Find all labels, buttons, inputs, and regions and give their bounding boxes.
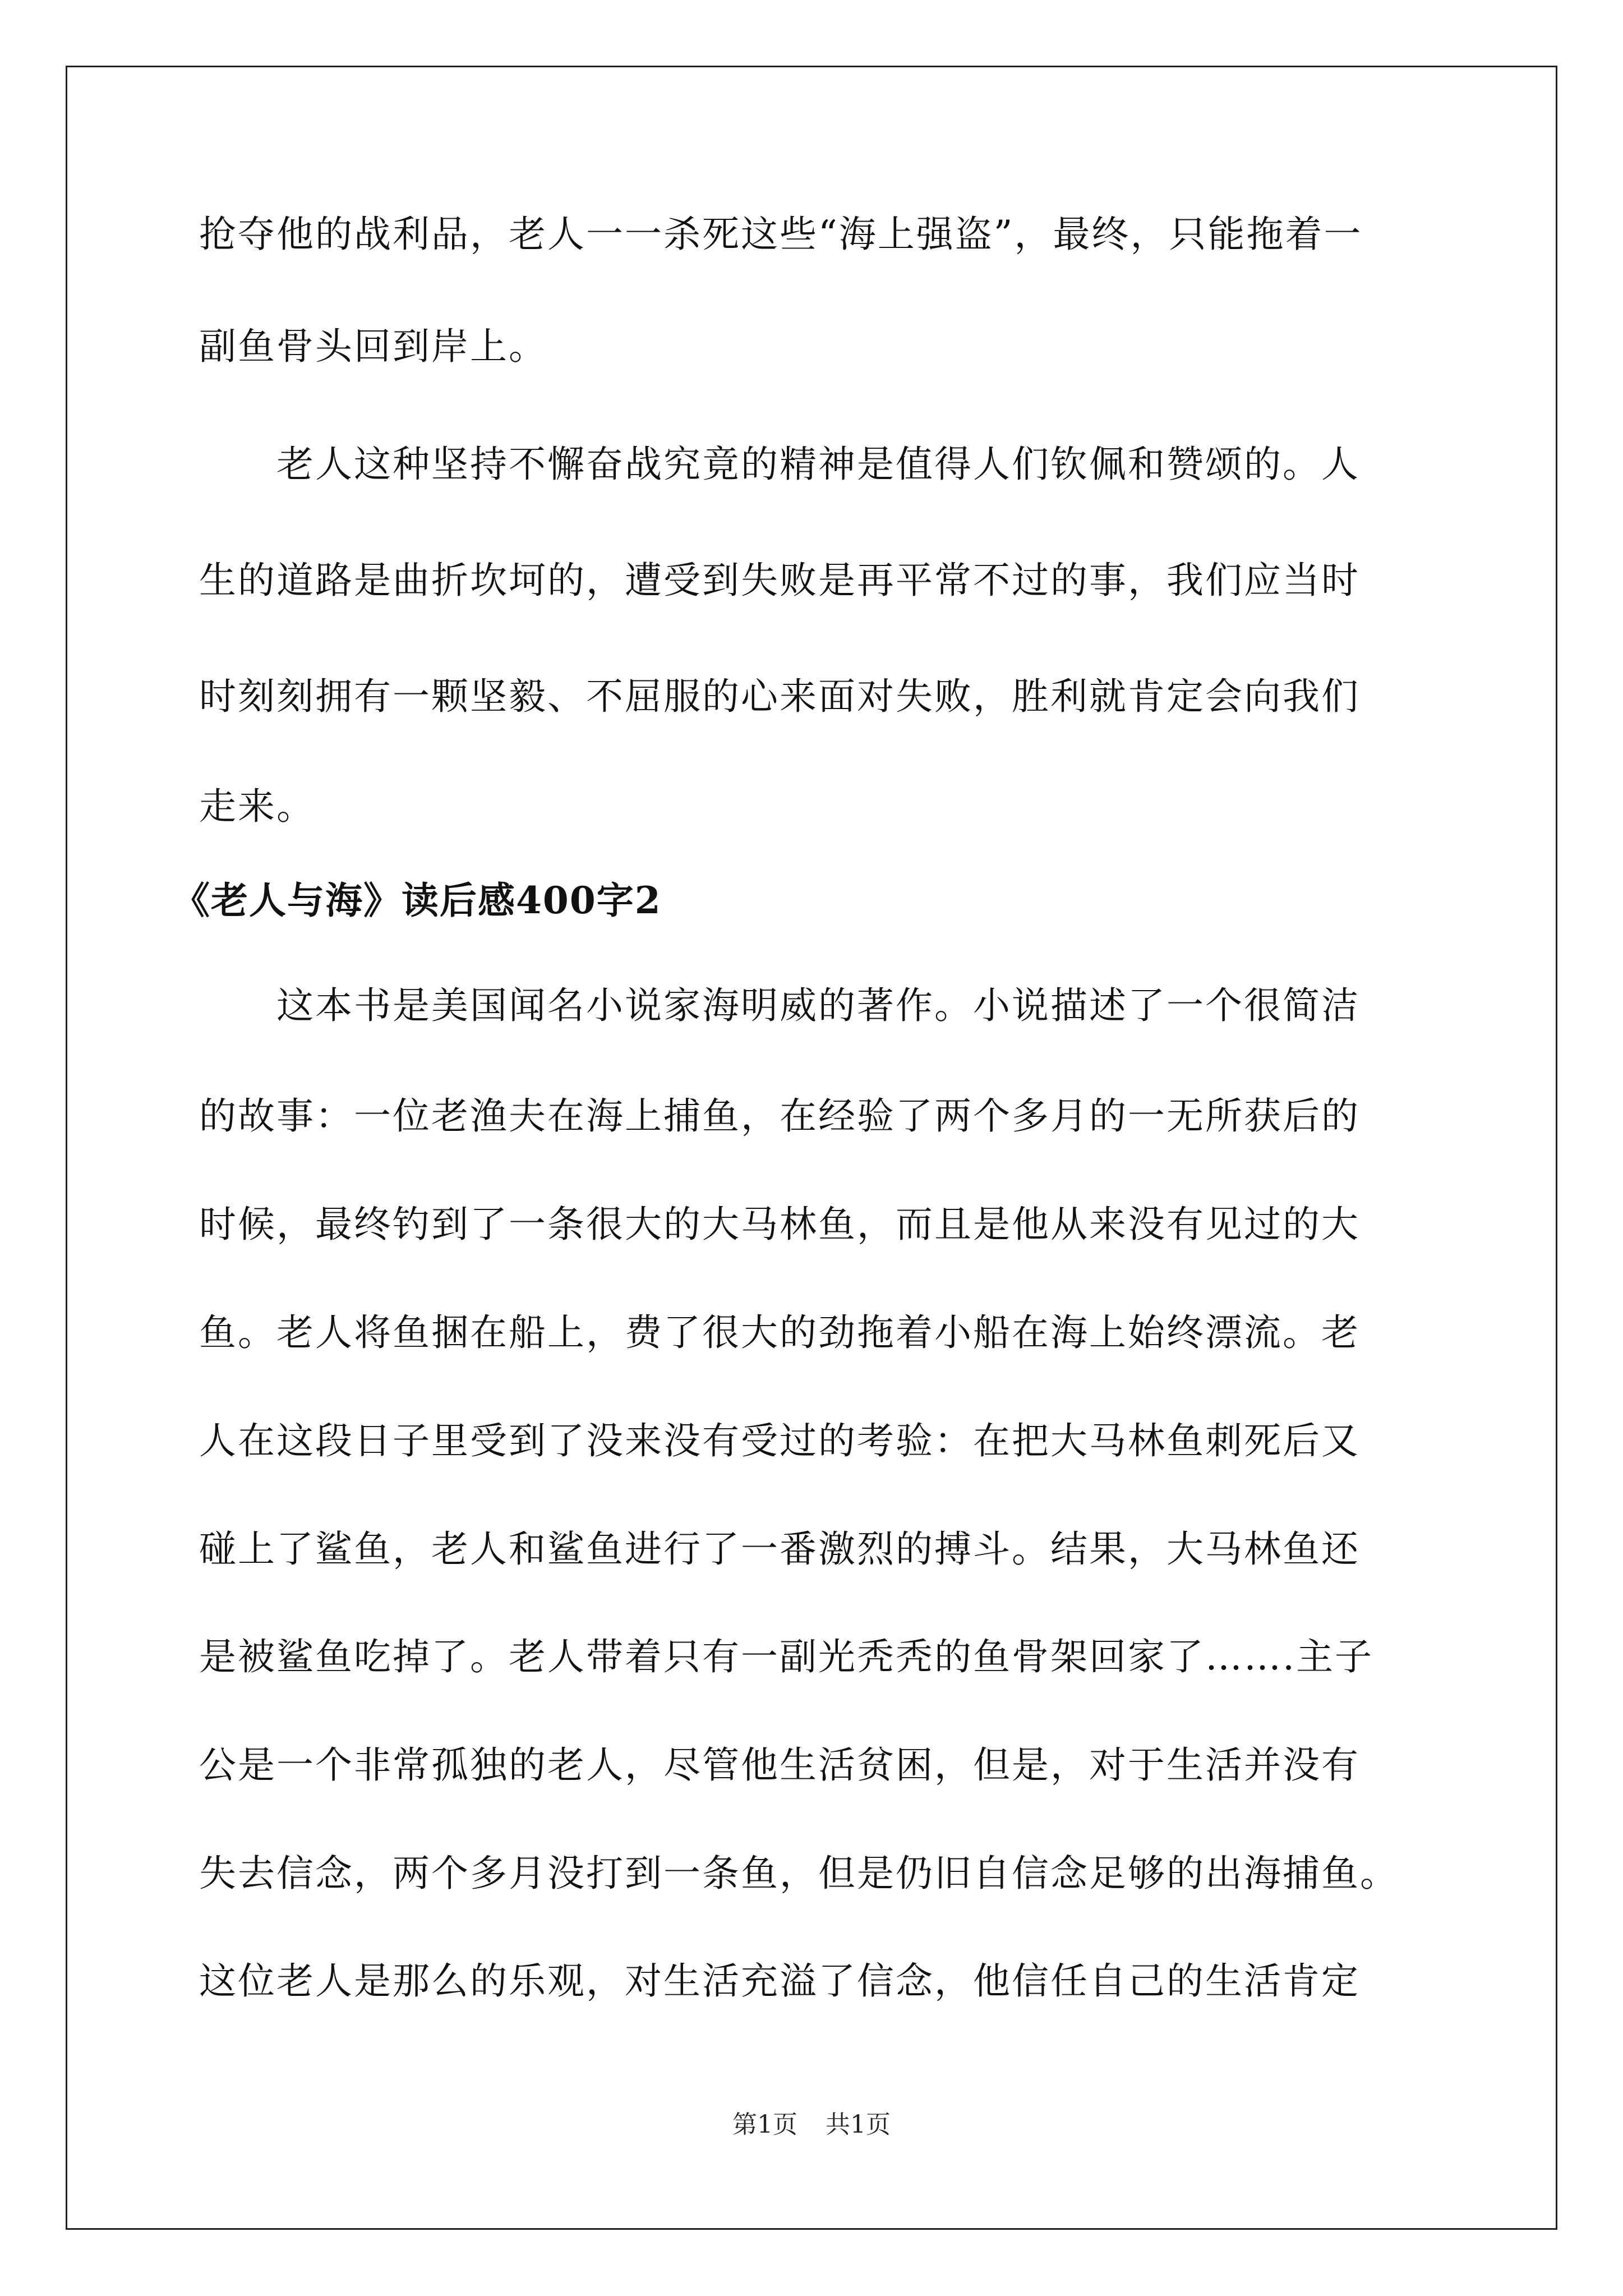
- body-line-16: 这位老人是那么的乐观，对生活充溢了信念，他信任自己的生活肯定: [199, 1959, 1360, 2003]
- body-line-6: 走来。: [199, 785, 315, 828]
- section-heading: 《老人与海》读后感400字2: [173, 878, 662, 922]
- body-line-1: 抢夺他的战利品，老人一一杀死这些“海上强盗”，最终，只能拖着一: [199, 213, 1363, 256]
- body-line-9: 时候，最终钓到了一条很大的大马林鱼，而且是他从来没有见过的大: [199, 1203, 1360, 1246]
- body-line-2: 副鱼骨头回到岸上。: [199, 325, 547, 368]
- body-line-8: 的故事：一位老渔夫在海上捕鱼，在经验了两个多月的一无所获后的: [199, 1094, 1360, 1138]
- page-total: 共1页: [826, 2110, 891, 2139]
- body-line-3: 老人这种坚持不懈奋战究竟的精神是值得人们钦佩和赞颂的。人: [199, 443, 1360, 486]
- body-line-13: 是被鲨鱼吃掉了。老人带着只有一副光秃秃的鱼骨架回家了…….主子: [199, 1635, 1373, 1678]
- page-number: 第1页: [732, 2110, 797, 2139]
- body-line-7: 这本书是美国闻名小说家海明威的著作。小说描述了一个很简洁: [199, 984, 1360, 1027]
- body-line-15: 失去信念，两个多月没打到一条鱼，但是仍旧自信念足够的出海捕鱼。: [199, 1852, 1399, 1895]
- page-border: [66, 66, 1557, 2230]
- body-line-14: 公是一个非常孤独的老人，尽管他生活贫困，但是，对于生活并没有: [199, 1743, 1360, 1787]
- body-line-5: 时刻刻拥有一颗坚毅、不屈服的心来面对失败，胜利就肯定会向我们: [199, 675, 1360, 718]
- body-line-10: 鱼。老人将鱼捆在船上，费了很大的劲拖着小船在海上始终漂流。老: [199, 1311, 1360, 1354]
- body-line-12: 碰上了鲨鱼，老人和鲨鱼进行了一番激烈的搏斗。结果，大马林鱼还: [199, 1527, 1360, 1571]
- page-footer: [0, 2109, 1623, 2141]
- body-line-4: 生的道路是曲折坎坷的，遭受到失败是再平常不过的事，我们应当时: [199, 559, 1360, 602]
- body-line-11: 人在这段日子里受到了没来没有受过的考验：在把大马林鱼刺死后又: [199, 1419, 1360, 1462]
